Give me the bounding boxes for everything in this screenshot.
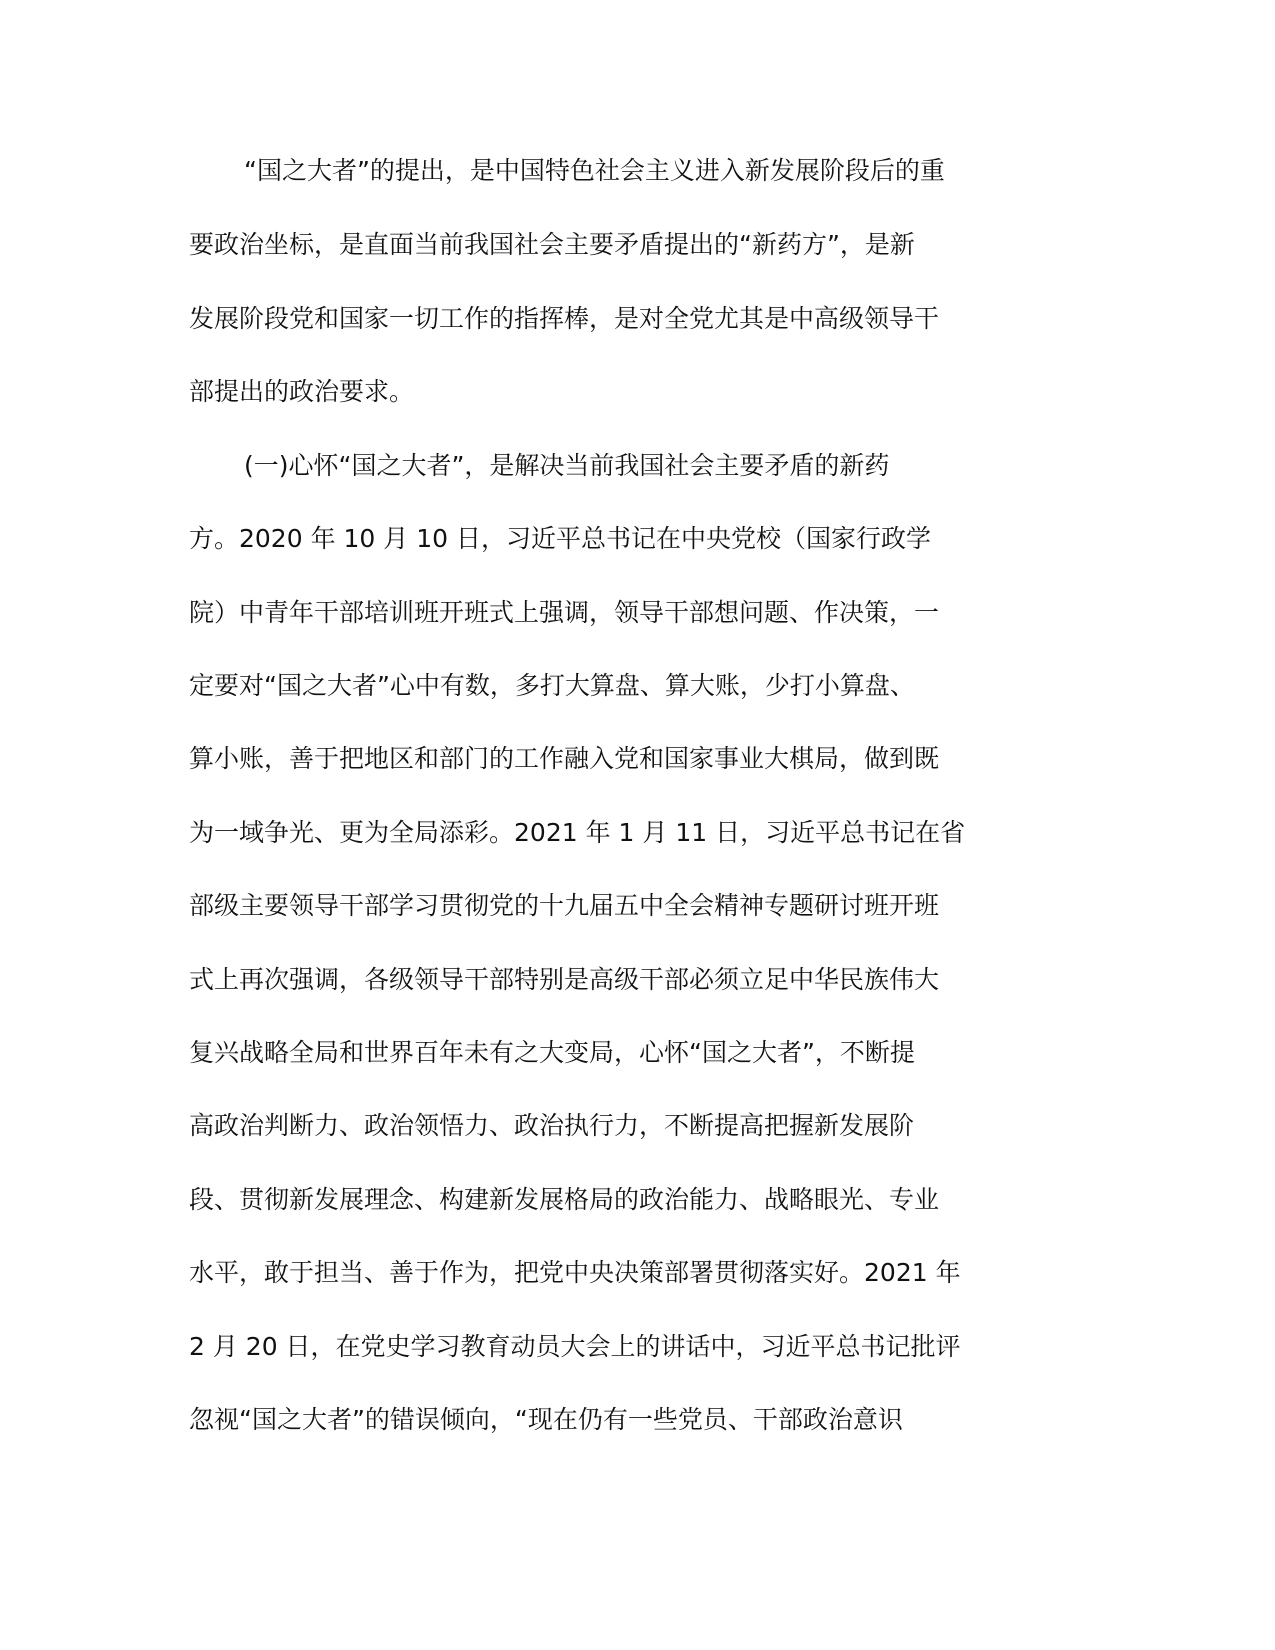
paragraph-2-line-4: 算小账，善于把地区和部门的工作融入党和国家事业大棋局，做到既 (189, 744, 940, 773)
paragraph-2-line-5: 为一域争光、更为全局添彩。2021 年 1 月 11 日，习近平总书记在省 (189, 818, 966, 847)
paragraph-1-line-4: 部提出的政治要求。 (189, 377, 415, 406)
paragraph-2-line-3: 定要对“国之大者”心中有数，多打大算盘、算大账，少打小算盘、 (189, 671, 915, 700)
section-heading-line: (一)心怀“国之大者”，是解决当前我国社会主要矛盾的新药 (244, 451, 890, 480)
paragraph-1-line-2: 要政治坐标，是直面当前我国社会主要矛盾提出的“新药方”，是新 (189, 230, 915, 259)
paragraph-1-line-3: 发展阶段党和国家一切工作的指挥棒，是对全党尤其是中高级领导干 (189, 304, 940, 333)
paragraph-2-line-9: 高政治判断力、政治领悟力、政治执行力，不断提高把握新发展阶 (189, 1111, 915, 1140)
paragraph-2-line-12: 2 月 20 日，在党史学习教育动员大会上的讲话中，习近平总书记批评 (189, 1332, 961, 1361)
paragraph-2-line-11: 水平，敢于担当、善于作为，把党中央决策部署贯彻落实好。2021 年 (189, 1258, 961, 1287)
paragraph-2-line-8: 复兴战略全局和世界百年未有之大变局，心怀“国之大者”，不断提 (189, 1038, 915, 1067)
paragraph-2-line-1: 方。2020 年 10 月 10 日，习近平总书记在中央党校（国家行政学 (189, 524, 931, 553)
paragraph-2-line-7: 式上再次强调，各级领导干部特别是高级干部必须立足中华民族伟大 (189, 965, 940, 994)
paragraph-2-line-2: 院）中青年干部培训班开班式上强调，领导干部想问题、作决策，一 (189, 598, 940, 627)
paragraph-2-line-13: 忽视“国之大者”的错误倾向，“现在仍有一些党员、干部政治意识 (189, 1405, 903, 1434)
paragraph-1-line-1: “国之大者”的提出，是中国特色社会主义进入新发展阶段后的重 (244, 156, 945, 185)
paragraph-2-line-6: 部级主要领导干部学习贯彻党的十九届五中全会精神专题研讨班开班 (189, 891, 940, 920)
paragraph-2-line-10: 段、贯彻新发展理念、构建新发展格局的政治能力、战略眼光、专业 (189, 1185, 940, 1214)
